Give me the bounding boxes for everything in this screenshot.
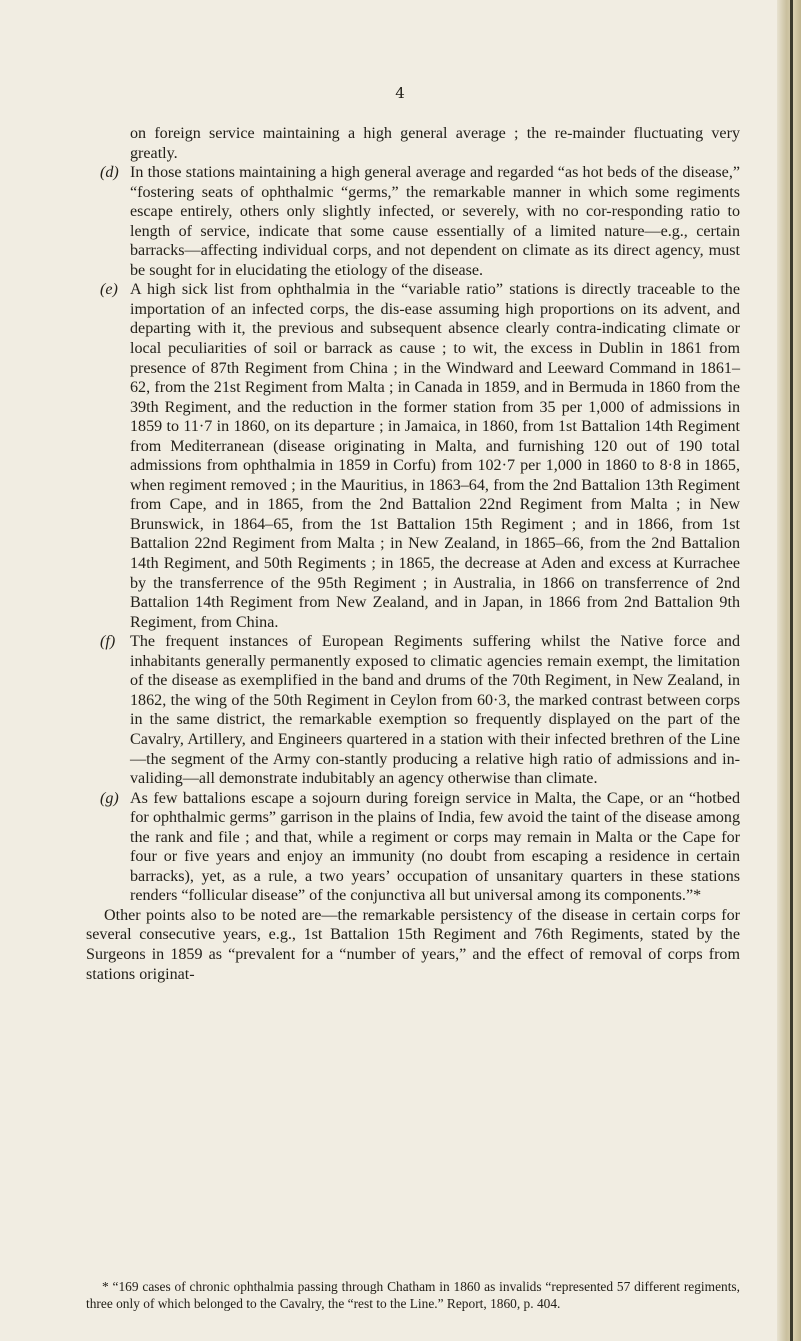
item-g: [86, 789, 740, 906]
item-label: (e): [100, 281, 118, 299]
footnote: [86, 1278, 740, 1312]
footnote-text: * “169 cases of chronic ophthalmia passing through Chatham in 1860 as invalids “represented 57 different regiments, three only of which belonged to the Cavalry, the “rest to the Line.” Report, 1860, p. 404.: [86, 1279, 740, 1311]
item-e: [86, 280, 740, 632]
item-d: [86, 163, 740, 280]
binding-shadow: [790, 0, 793, 1341]
page-number: 4: [395, 84, 406, 102]
intro-continuation: on foreign service maintaining a high general average ; the re-mainder fluctuating very greatly.: [130, 125, 740, 162]
item-text: In those stations maintaining a high general average and regarded “as hot beds of the disease,” “fostering seats of ophthalmic “germs,” the remarkable manner in which some regiments escape entirely, others only slightly infected, or severely, with no cor-responding ratio to length of service, indicate that some cause essentially of a limited nature—e.g., certain barracks—affecting individual corps, and not dependent on climate as its direct agency, must be sought for in elucidating the etiology of the disease.: [130, 164, 740, 279]
item-label: (g): [100, 789, 119, 807]
item-label: (f): [100, 633, 116, 651]
item-text: As few battalions escape a sojourn during foreign service in Malta, the Cape, or an “hotbed for ophthalmic germs” garrison in the plains of India, few avoid the taint of the disease among the rank and file ; and that, while a regiment or corps may remain in Malta or the Cape for four or five years and enjoy an immunity (no doubt from escaping a residence in certain barracks), yet, as a rule, a two years’ occupation of unsanitary quarters in these stations renders “follicular disease” of the conjunctiva all but universal among its components.”*: [130, 789, 740, 905]
item-text: The frequent instances of European Regiments suffering whilst the Native force and inhabitants generally permanently exposed to climatic agencies remain exempt, the limitation of the disease as exemplified in the band and drums of the 70th Regiment, in New Zealand, in 1862, the wing of the 50th Regiment in Ceylon from 60·3, the marked contrast between corps in the same district, the remarkable exemption so frequently displayed on the part of the Cavalry, Artillery, and Engineers quartered in a station with their infected brethren of the Line—the segment of the Army con-stantly producing a relative high ratio of admissions and in-validing—all demonstrate indubitably an agency otherwise than climate.: [130, 633, 740, 788]
item-f: [86, 632, 740, 788]
item-text: A high sick list from ophthalmia in the “variable ratio” stations is directly traceable to the importation of an infected corps, the dis-ease assuming high proportions on its advent, and departing with it, the previous and subsequent absence clearly contra-indicating climate or local peculiarities of soil or barrack as cause ; to wit, the excess in Dublin in 1861 from presence of 87th Regiment from China ; in the Windward and Leeward Command in 1861–62, from the 21st Regiment from Malta ; in Canada in 1859, and in Bermuda in 1860 from the 39th Regiment, and the reduction in the former station from 35 per 1,000 of admissions in 1859 to 11·7 in 1860, on its departure ; in Jamaica, in 1860, from 1st Battalion 14th Regiment from Mediterranean (disease originating in Malta, and furnishing 120 out of 190 total admissions from ophthalmia in 1859 in Corfu) from 102·7 per 1,000 in 1860 to 8·8 in 1865, when regiment removed ; in the Mauritius, in 1863–64, from the 2nd Battalion 13th Regiment from Cape, and in 1865, from the 2nd Battalion 22nd Regiment from Malta ; in New Brunswick, in 1864–65, from the 1st Battalion 15th Regiment ; and in 1866, from 1st Battalion 22nd Regiment from Malta ; in New Zealand, in 1865–66, from the 2nd Battalion 14th Regiment, and 50th Regiments ; in 1865, the decrease at Aden and excess at Kurrachee by the transferrence of the 95th Regiment ; in Australia, in 1866 on transferrence of 2nd Battalion 14th Regiment from New Zealand, and in Japan, in 1866 from 2nd Battalion 9th Regiment, from China.: [130, 281, 740, 631]
item-label: (d): [100, 164, 119, 182]
book-spine-edge: [777, 0, 801, 1341]
closing-paragraph: Other points also to be noted are—the remarkable persistency of the disease in certain corps for several consecutive years, e.g., 1st Battalion 15th Regiment and 76th Regiments, stated by the Surgeons in 1859 as “prevalent for a “number of years,” and the effect of removal of corps from stations originat-: [86, 906, 740, 983]
body-text: [86, 124, 740, 984]
